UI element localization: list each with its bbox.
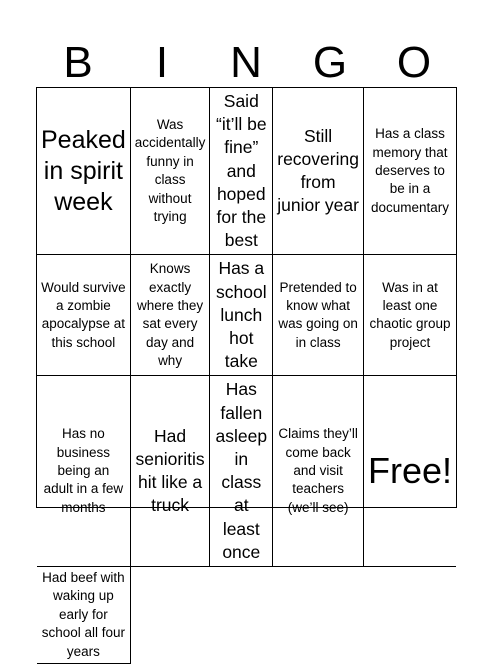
- cell-text: Was accidentally funny in class without trying: [134, 116, 206, 225]
- cell-text: Has fallen asleep in class at least once: [215, 379, 268, 562]
- bingo-cell[interactable]: [364, 88, 456, 255]
- bingo-cell[interactable]: [273, 376, 364, 567]
- cell-text: Still recovering from junior year: [277, 125, 359, 216]
- bingo-cell[interactable]: [273, 255, 364, 376]
- cell-text: Knows exactly where they sat every day and why: [137, 261, 204, 369]
- header-letter-b: B: [63, 38, 93, 87]
- header-letter-g: G: [312, 38, 348, 87]
- bingo-header: [36, 38, 456, 88]
- bingo-cell[interactable]: [210, 376, 273, 567]
- header-letter-o: O: [396, 38, 432, 87]
- free-space-cell[interactable]: [364, 376, 456, 567]
- cell-text: Claims they’ll come back and visit teachers (we’ll see): [278, 426, 358, 515]
- bingo-cell[interactable]: [37, 376, 131, 567]
- cell-text: Peaked in spirit week: [41, 125, 126, 216]
- header-letter-n: N: [230, 38, 262, 87]
- cell-text: Has no business being an adult in a few months: [43, 426, 124, 515]
- bingo-cell[interactable]: [37, 88, 131, 255]
- cell-text: Said “it’ll be fine” and hoped for the best: [216, 91, 267, 251]
- cell-text: Was in at least one chaotic group project: [369, 279, 451, 350]
- header-letter-i: I: [155, 38, 169, 87]
- bingo-cell[interactable]: [210, 88, 273, 255]
- bingo-cell[interactable]: [131, 255, 211, 376]
- bingo-cell[interactable]: [364, 255, 456, 376]
- bingo-cell[interactable]: [131, 88, 211, 255]
- cell-text: Had senioritis hit like a truck: [135, 425, 205, 516]
- cell-text: Pretended to know what was going on in class: [278, 279, 358, 350]
- bingo-cell[interactable]: [273, 88, 364, 255]
- bingo-cell[interactable]: [131, 376, 211, 567]
- cell-text: Had beef with waking up early for school all four years: [41, 570, 126, 659]
- cell-text: Would survive a zombie apocalypse at this school: [41, 279, 126, 350]
- bingo-cell[interactable]: [37, 567, 131, 664]
- bingo-cell[interactable]: [37, 255, 131, 376]
- bingo-board: [36, 87, 457, 659]
- bingo-cell[interactable]: [210, 255, 273, 376]
- cell-text: Has a class memory that deserves to be in a documentary: [370, 126, 449, 215]
- cell-text: Has a school lunch hot take: [216, 258, 267, 372]
- free-space-text: Free!: [367, 450, 452, 492]
